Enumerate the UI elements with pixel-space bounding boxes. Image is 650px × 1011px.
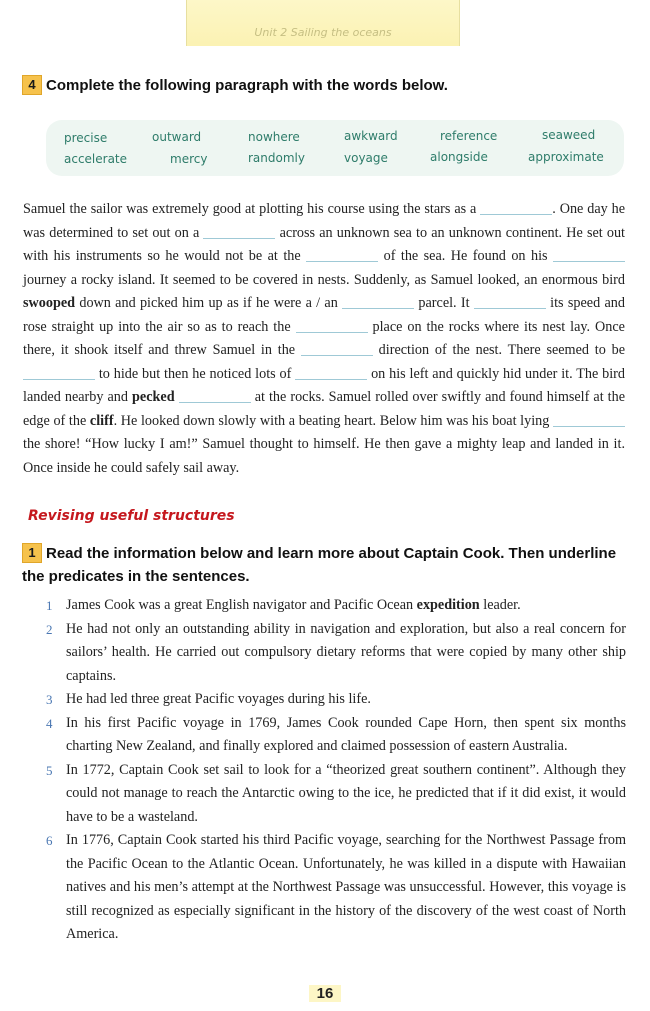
bold-keyword: pecked	[132, 389, 175, 405]
word-bank-item: awkward	[344, 129, 398, 143]
text-run: He had not only an outstanding ability in navigation and exploration, but also a real concern for sailors’ health. He carried out compulsory dietary reforms that were copied by many other ship captains.	[66, 620, 626, 684]
word-bank-item: nowhere	[248, 130, 300, 144]
unit-title: Unit 2 Sailing the oceans	[254, 26, 392, 39]
list-item	[46, 618, 626, 689]
answer-blank[interactable]	[480, 213, 552, 215]
text-run: In 1772, Captain Cook set sail to look for a “theorized great southern continent”. Although they could not manage to reach the Antarctic owing to the ice, he predicted that if it did exist, it would have to be a wasteland.	[66, 761, 626, 825]
answer-blank[interactable]	[553, 260, 625, 262]
story-paragraph	[23, 198, 625, 480]
cook-facts-list	[46, 594, 626, 947]
text-run: . He looked down slowly with a beating heart. Below him was his boat lying	[113, 412, 554, 429]
word-bank-item: seaweed	[542, 128, 596, 142]
list-item	[46, 759, 626, 830]
item-number: 6	[46, 833, 53, 848]
answer-blank[interactable]	[553, 425, 625, 427]
answer-blank[interactable]	[179, 401, 251, 403]
list-item	[46, 594, 626, 618]
word-bank-item: outward	[152, 130, 202, 144]
word-bank-item: alongside	[430, 150, 488, 164]
list-item	[46, 829, 626, 947]
answer-blank[interactable]	[203, 237, 275, 239]
text-run: at the rocks. Samuel rolled over swiftly and found himself at the edge of the	[23, 389, 626, 429]
answer-blank[interactable]	[474, 307, 546, 309]
text-run: to hide but then he noticed lots of	[95, 365, 296, 382]
section-title: Revising useful structures	[28, 508, 235, 524]
text-run: leader.	[479, 597, 521, 613]
word-bank-item: approximate	[528, 150, 604, 164]
text-run: In his first Pacific voyage in 1769, James Cook rounded Cape Horn, then spent six months charting New Zealand, and finally explored and claimed possession of eastern Australia.	[66, 714, 626, 754]
exercise-4-heading	[22, 74, 448, 97]
item-number: 4	[46, 715, 53, 731]
word-bank-item: reference	[440, 129, 498, 143]
text-run: James Cook was a great English navigator and Pacific Ocean	[66, 597, 417, 613]
answer-blank[interactable]	[306, 260, 378, 262]
answer-blank[interactable]	[301, 354, 373, 356]
text-run: journey a rocky island. It seemed to be covered in nests. Suddenly, as Samuel looked, an enormous bird	[23, 271, 625, 288]
text-run: its speed and rose straight up into the air so as to reach the	[23, 295, 625, 335]
bold-keyword: swooped	[23, 295, 76, 311]
bold-keyword: expedition	[416, 597, 480, 613]
text-run: across an unknown sea to an unknown continent. He set out with his instruments so he would not be at the	[23, 224, 626, 264]
list-item	[46, 712, 626, 759]
answer-blank[interactable]	[295, 378, 367, 380]
bold-keyword: cliff	[89, 412, 114, 429]
item-number: 3	[46, 692, 53, 707]
text-run: parcel. It	[414, 295, 474, 311]
word-bank-item: precise	[64, 131, 108, 145]
answer-blank[interactable]	[23, 378, 95, 380]
exercise-1-heading	[22, 542, 627, 588]
text-run: the shore! “How lucky I am!” Samuel thought to himself. He then gave a mighty leap and landed in it. Once inside he could safely sail away.	[23, 436, 625, 476]
word-bank-item: randomly	[248, 151, 305, 165]
list-item	[46, 688, 626, 712]
text-run: place on the rocks where its nest lay. Once there, it shook itself and threw Samuel in the	[23, 318, 625, 358]
exercise-4-instruction: Complete the following paragraph with the words below.	[46, 77, 448, 94]
word-bank-item: mercy	[170, 152, 208, 166]
item-number: 2	[46, 621, 53, 637]
page-number: 16	[0, 985, 650, 1002]
text-run: In 1776, Captain Cook started his third Pacific voyage, searching for the Northwest Passage from the Pacific Ocean to the Atlantic Ocean. Unfortunately, he was killed in a dispute with Hawaiian natives and his men’s attempt at the Northwest Passage was unsuccessful. However, this voyage is still recognized as especially significant in the history of the discovery of the west coast of North America.	[66, 832, 626, 942]
item-number: 5	[46, 762, 53, 778]
text-run: Samuel the sailor was extremely good at plotting his course using the stars as a	[23, 201, 481, 217]
text-run: He had led three great Pacific voyages during his life.	[66, 691, 371, 707]
text-run: of the sea. He found on his	[378, 248, 554, 264]
unit-header-tab	[186, 0, 460, 46]
answer-blank[interactable]	[296, 331, 368, 333]
answer-blank[interactable]	[342, 307, 414, 309]
text-run: direction of the nest. There seemed to be	[372, 342, 625, 358]
exercise-1-instruction: Read the information below and learn more about Captain Cook. Then underline the predicates in the sentences.	[22, 545, 617, 585]
word-bank-item: accelerate	[64, 152, 128, 166]
exercise-number-badge: 4	[22, 75, 42, 95]
word-bank-item: voyage	[344, 151, 388, 165]
item-number: 1	[46, 598, 53, 613]
exercise-number-badge: 1	[22, 543, 42, 563]
word-bank	[46, 120, 624, 176]
text-run: down and picked him up as if he were a / an	[75, 295, 343, 311]
text-run: . One day he was determined to set out on a	[23, 201, 626, 241]
text-run: on his left and quickly hid under it. The bird landed nearby and	[23, 365, 626, 405]
